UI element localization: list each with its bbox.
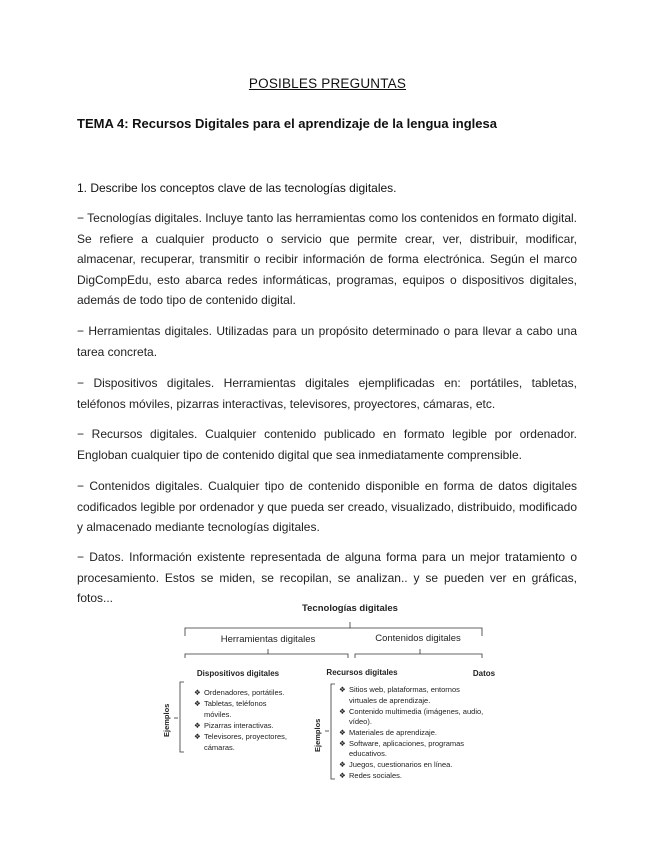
resources-example: Software, aplicaciones, programas	[349, 739, 465, 748]
paragraph-text: − Herramientas digitales. Utilizadas para un propósito determinado o para llevar a cabo una tarea concreta.	[77, 324, 577, 359]
bullet-icon: ❖	[194, 721, 201, 730]
resources-example: virtuales de aprendizaje.	[349, 696, 431, 705]
bullet-icon: ❖	[339, 760, 346, 769]
paragraph-tecnologias	[77, 208, 577, 311]
resources-example: Sitios web, plataformas, entornos	[349, 685, 460, 694]
concept-diagram	[150, 596, 520, 786]
bullet-icon: ❖	[194, 732, 201, 741]
devices-example: Pizarras interactivas.	[204, 721, 274, 730]
paragraph-text: − Dispositivos digitales. Herramientas digitales ejemplificadas en: portátiles, tabletas, teléfonos móviles, pizarras interactivas, televisores, proyectores, cámaras, etc.	[77, 376, 577, 411]
resources-example: Juegos, cuestionarios en línea.	[349, 760, 453, 769]
bullet-icon: ❖	[339, 728, 346, 737]
diagram-contenidos: Contenidos digitales	[375, 633, 461, 644]
resources-example: Materiales de aprendizaje.	[349, 728, 437, 737]
devices-example: Tabletas, teléfonos	[204, 699, 267, 708]
page-title: POSIBLES PREGUNTAS	[248, 76, 407, 91]
resources-example: vídeo).	[349, 717, 372, 726]
devices-example: Televisores, proyectores,	[204, 732, 287, 741]
bullet-icon: ❖	[339, 685, 346, 694]
resources-example: Redes sociales.	[349, 771, 402, 780]
diagram-datos: Datos	[472, 669, 496, 678]
resources-example-list	[339, 685, 483, 780]
bullet-icon: ❖	[194, 699, 201, 708]
topic-heading: TEMA 4: Recursos Digitales para el aprendizaje de la lengua inglesa	[77, 116, 497, 131]
bullet-icon: ❖	[339, 707, 346, 716]
paragraph-recursos	[77, 424, 577, 465]
resources-example: educativos.	[349, 749, 387, 758]
bullet-icon: ❖	[339, 771, 346, 780]
examples-label-resources: Ejemplos	[313, 718, 322, 752]
diagram-dispositivos: Dispositivos digitales	[196, 669, 280, 678]
resources-example: Contenido multimedia (imágenes, audio,	[349, 707, 484, 716]
devices-example: cámaras.	[204, 743, 235, 752]
diagram-recursos: Recursos digitales	[326, 668, 398, 677]
diagram-root: Tecnologías digitales	[302, 603, 398, 614]
paragraph-text: − Recursos digitales. Cualquier contenido publicado en formato legible por ordenador. Engloban cualquier tipo de contenido digital que sea inmediatamente comprensible.	[77, 427, 577, 462]
paragraph-text: − Contenidos digitales. Cualquier tipo de contenido disponible en forma de datos digitales codificados legible por ordenador y que pueda ser creado, visualizado, distribuido, modificado y almacenado mediante tecnologías digitales.	[77, 479, 577, 534]
examples-label-devices: Ejemplos	[162, 703, 171, 737]
devices-example: Ordenadores, portátiles.	[204, 688, 285, 697]
diagram-herramientas: Herramientas digitales	[220, 634, 316, 645]
bullet-icon: ❖	[339, 739, 346, 748]
devices-example: móviles.	[204, 710, 232, 719]
question-heading: 1. Describe los conceptos clave de las tecnologías digitales.	[77, 181, 397, 195]
bullet-icon: ❖	[194, 688, 201, 697]
devices-example-list	[194, 688, 287, 752]
paragraph-contenidos	[77, 476, 577, 538]
paragraph-text: − Datos. Información existente representada de alguna forma para un mejor tratamiento o procesamiento. Estos se miden, se recopilan, se analizan.. y se pueden ver en gráficas, fotos...	[77, 550, 577, 605]
paragraph-text: − Tecnologías digitales. Incluye tanto las herramientas como los contenidos en formato digital. Se refiere a cualquier producto o servicio que permite crear, ver, distribuir, modificar, almacenar, recuperar, transmitir o recibir información de forma electrónica. Según el marco DigCompEdu, esto abarca redes informáticas, programas, equipos o dispositivos digitales, además de todo tipo de contenido digital.	[77, 211, 577, 307]
paragraph-dispositivos	[77, 373, 577, 414]
paragraph-herramientas	[77, 321, 577, 362]
